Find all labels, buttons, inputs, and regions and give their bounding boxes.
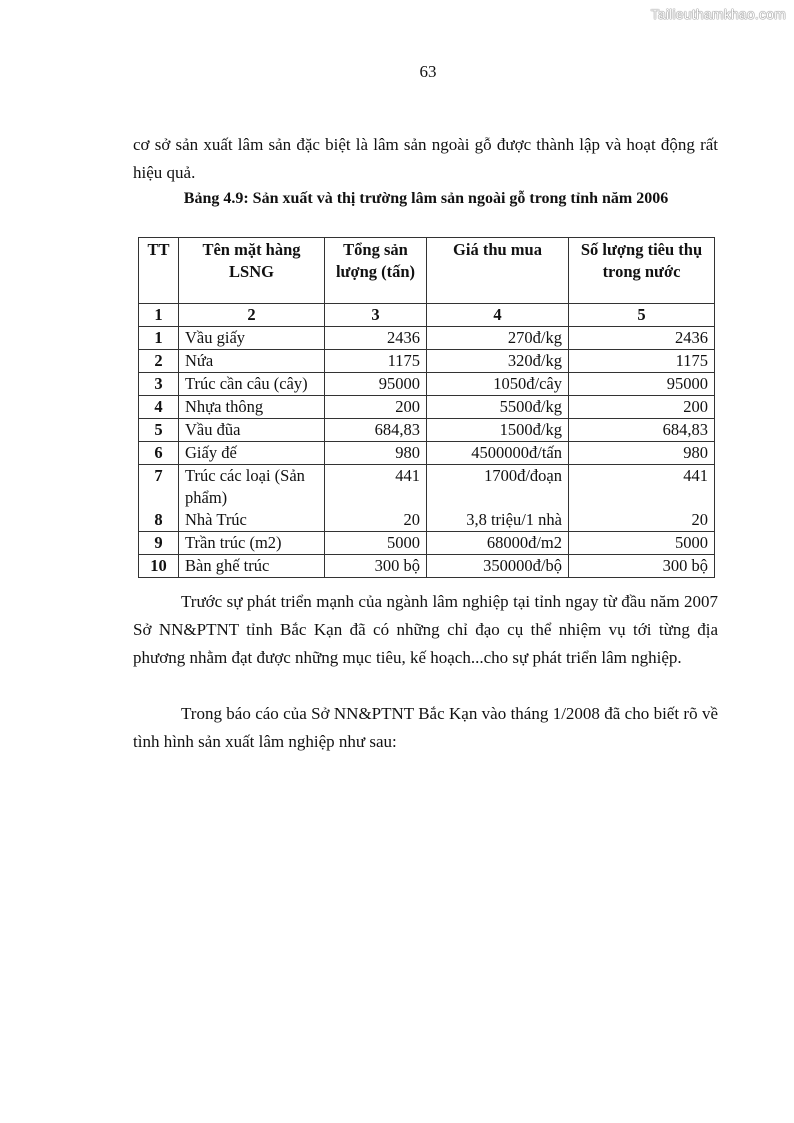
index-cell: 4 xyxy=(427,304,569,327)
cell-price: 320đ/kg xyxy=(427,350,569,373)
cell-tt: 4 xyxy=(139,396,179,419)
cell-domestic: 20 xyxy=(569,509,715,532)
table-row xyxy=(139,419,715,442)
cell-tt: 3 xyxy=(139,373,179,396)
header-output: Tổng sản lượng (tấn) xyxy=(325,238,427,304)
cell-output: 20 xyxy=(325,509,427,532)
cell-price: 4500000đ/tấn xyxy=(427,442,569,465)
cell-price: 350000đ/bộ xyxy=(427,555,569,578)
cell-name: Giấy đế xyxy=(179,442,325,465)
cell-domestic: 200 xyxy=(569,396,715,419)
cell-domestic: 5000 xyxy=(569,532,715,555)
table-row xyxy=(139,509,715,532)
cell-output: 980 xyxy=(325,442,427,465)
cell-output: 684,83 xyxy=(325,419,427,442)
cell-tt: 5 xyxy=(139,419,179,442)
cell-domestic: 2436 xyxy=(569,327,715,350)
header-name: Tên mặt hàng LSNG xyxy=(179,238,325,304)
cell-name: Vầu giấy xyxy=(179,327,325,350)
header-tt: TT xyxy=(139,238,179,304)
table-row xyxy=(139,327,715,350)
cell-price: 3,8 triệu/1 nhà xyxy=(427,509,569,532)
cell-price: 68000đ/m2 xyxy=(427,532,569,555)
table-row xyxy=(139,532,715,555)
cell-price: 1700đ/đoạn xyxy=(427,465,569,510)
page-number: 63 xyxy=(419,62,437,81)
cell-name: Nứa xyxy=(179,350,325,373)
cell-price: 1500đ/kg xyxy=(427,419,569,442)
cell-name: Bàn ghế trúc xyxy=(179,555,325,578)
cell-tt: 8 xyxy=(139,509,179,532)
cell-output: 200 xyxy=(325,396,427,419)
cell-name: Vầu đũa xyxy=(179,419,325,442)
cell-name: Trần trúc (m2) xyxy=(179,532,325,555)
index-cell: 2 xyxy=(179,304,325,327)
index-cell: 5 xyxy=(569,304,715,327)
cell-output: 1175 xyxy=(325,350,427,373)
table-title: Bảng 4.9: Sản xuất và thị trường lâm sản ngoài gỗ trong tỉnh năm 2006 xyxy=(183,190,669,207)
cell-output: 2436 xyxy=(325,327,427,350)
table-row xyxy=(139,396,715,419)
cell-domestic: 441 xyxy=(569,465,715,510)
cell-tt: 2 xyxy=(139,350,179,373)
cell-price: 270đ/kg xyxy=(427,327,569,350)
index-cell: 3 xyxy=(325,304,427,327)
cell-price: 1050đ/cây xyxy=(427,373,569,396)
cell-output: 5000 xyxy=(325,532,427,555)
header-domestic: Số lượng tiêu thụ trong nước xyxy=(569,238,715,304)
cell-name: Nhựa thông xyxy=(179,396,325,419)
cell-tt: 10 xyxy=(139,555,179,578)
index-cell: 1 xyxy=(139,304,179,327)
table-row xyxy=(139,442,715,465)
cell-domestic: 684,83 xyxy=(569,419,715,442)
header-price: Giá thu mua xyxy=(427,238,569,304)
cell-domestic: 95000 xyxy=(569,373,715,396)
cell-domestic: 300 bộ xyxy=(569,555,715,578)
cell-price: 5500đ/kg xyxy=(427,396,569,419)
cell-name: Trúc cần câu (cây) xyxy=(179,373,325,396)
watermark: Tailieuthamkhao.com xyxy=(650,6,786,22)
index-row xyxy=(139,304,715,327)
cell-tt: 1 xyxy=(139,327,179,350)
body-paragraph-2: Trong báo cáo của Sở NN&PTNT Bắc Kạn vào tháng 1/2008 đã cho biết rõ về tình hình sản xuất lâm nghiệp như sau: xyxy=(133,704,718,751)
table-row xyxy=(139,373,715,396)
cell-output: 300 bộ xyxy=(325,555,427,578)
cell-domestic: 980 xyxy=(569,442,715,465)
cell-output: 441 xyxy=(325,465,427,510)
cell-tt: 9 xyxy=(139,532,179,555)
cell-name: Nhà Trúc xyxy=(179,509,325,532)
body-paragraph-1: Trước sự phát triển mạnh của ngành lâm nghiệp tại tỉnh ngay từ đầu năm 2007 Sở NN&PTNT tỉnh Bắc Kạn đã có những chỉ đạo cụ thể nhiệm vụ tới từng địa phương nhằm đạt được những mục tiêu, kế hoạch...cho sự phát triển lâm nghiệp. xyxy=(133,592,718,667)
table-row xyxy=(139,465,715,510)
cell-output: 95000 xyxy=(325,373,427,396)
intro-paragraph: cơ sở sản xuất lâm sản đặc biệt là lâm sản ngoài gỗ được thành lập và hoạt động rất hiệu quả. xyxy=(133,135,718,182)
table-row xyxy=(139,350,715,373)
cell-tt: 7 xyxy=(139,465,179,510)
table-row xyxy=(139,555,715,578)
cell-tt: 6 xyxy=(139,442,179,465)
cell-name: Trúc các loại (Sản phẩm) xyxy=(179,465,325,510)
lsng-table xyxy=(138,237,715,578)
cell-domestic: 1175 xyxy=(569,350,715,373)
